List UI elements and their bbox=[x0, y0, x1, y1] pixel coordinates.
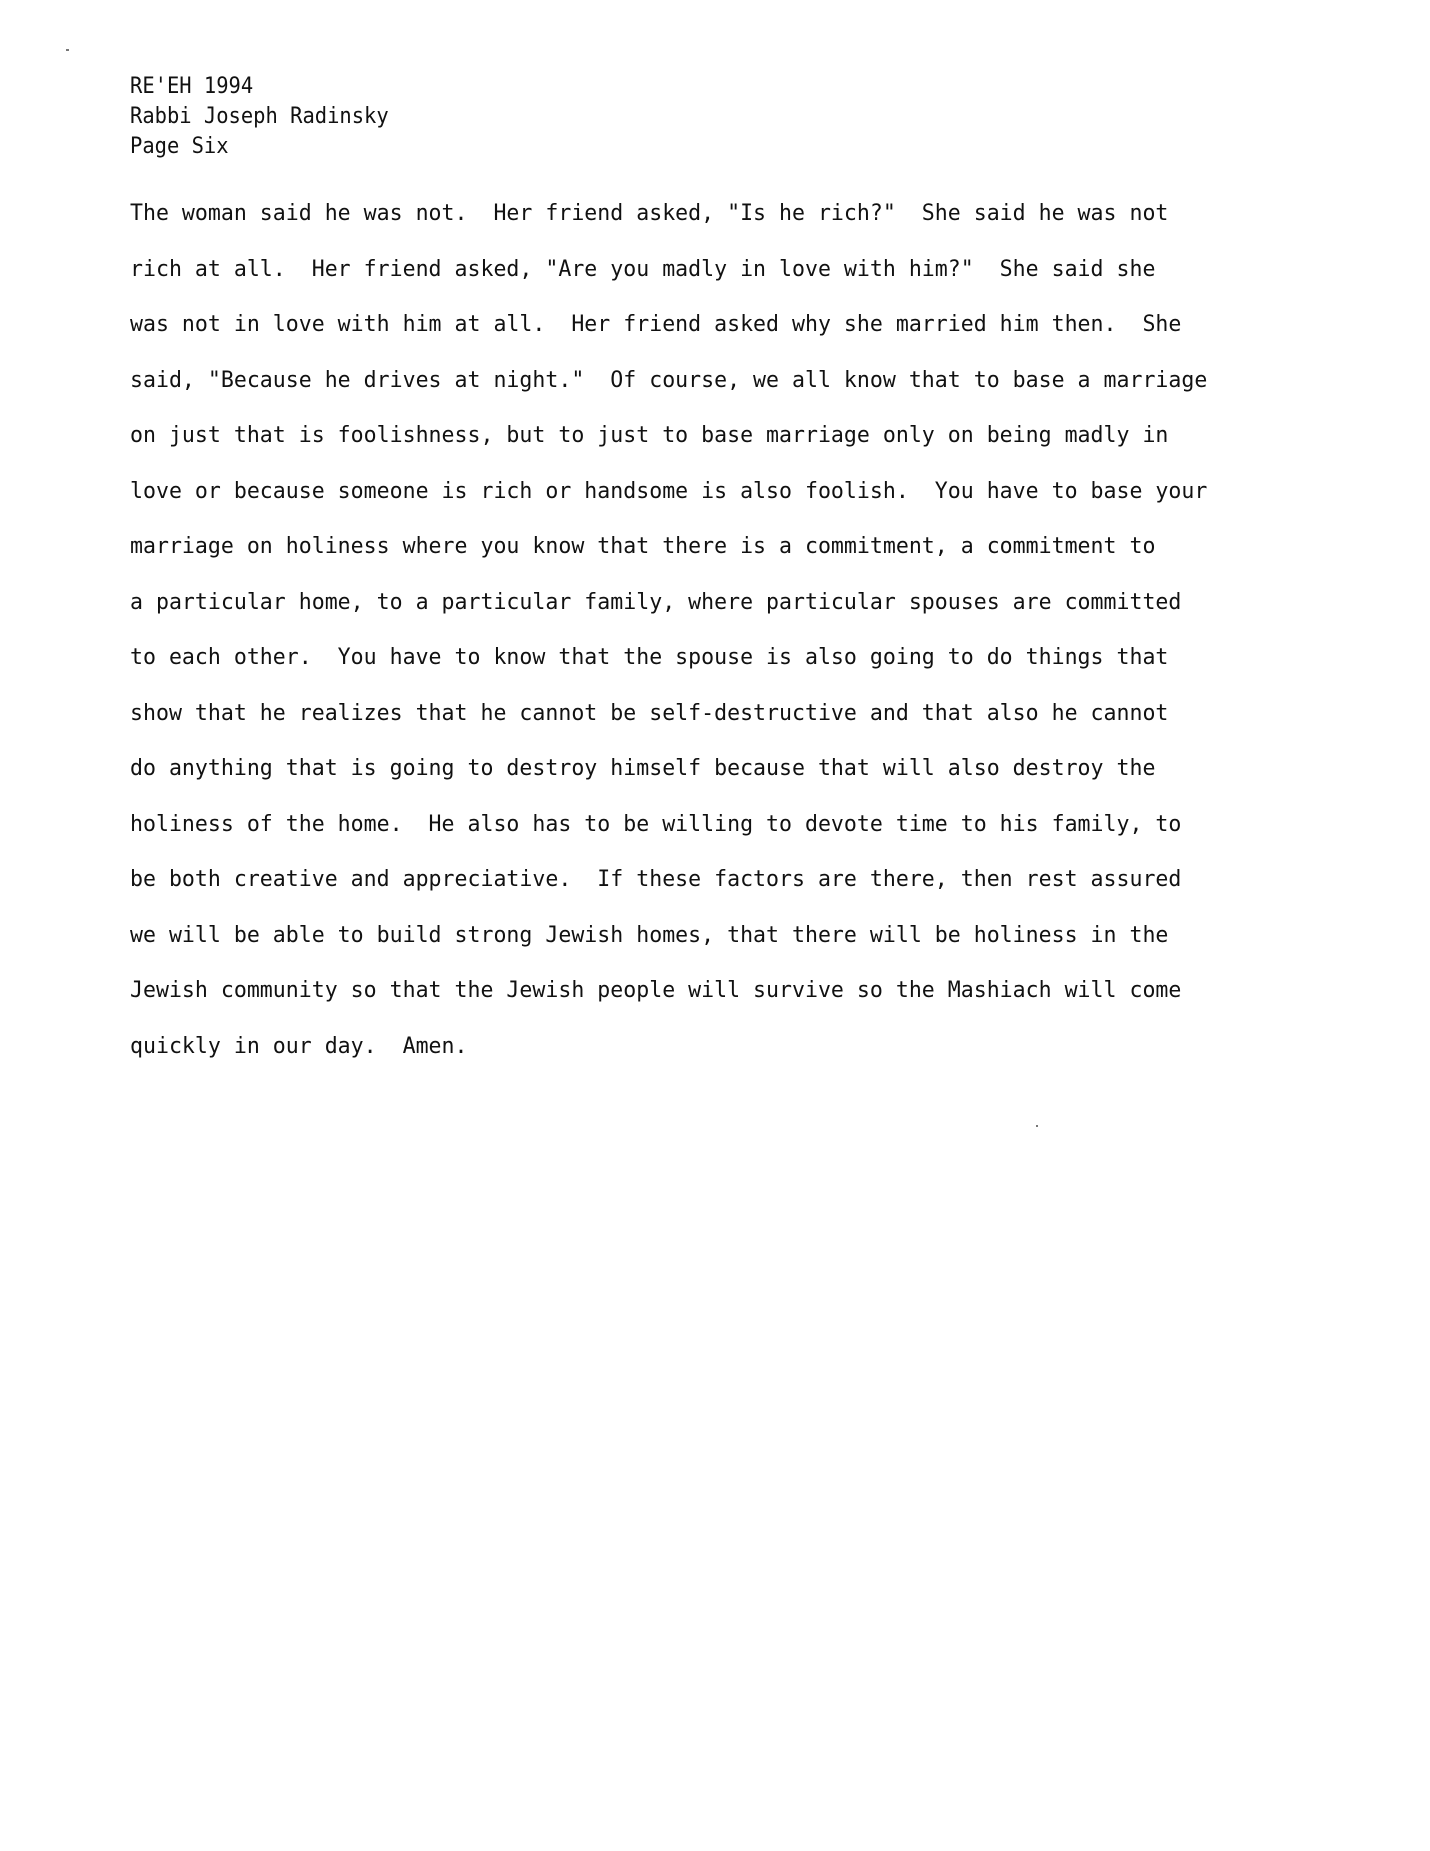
text-line: we will be able to build strong Jewish homes, that there will be holiness in the bbox=[130, 922, 1169, 948]
text-line: a particular home, to a particular family, where particular spouses are committed bbox=[130, 589, 1182, 615]
text-line: said, "Because he drives at night." Of course, we all know that to base a marriage bbox=[130, 367, 1208, 393]
text-line: marriage on holiness where you know that there is a commitment, a commitment to bbox=[130, 534, 1156, 559]
text-line: to each other. You have to know that the spouse is also going to do things that bbox=[130, 645, 1169, 670]
text-line: be both creative and appreciative. If these factors are there, then rest assured bbox=[130, 867, 1182, 892]
scan-speck bbox=[66, 49, 69, 51]
text-line: The woman said he was not. Her friend asked, "Is he rich?" She said he was not bbox=[130, 201, 1169, 226]
text-line: rich at all. Her friend asked, "Are you madly in love with him?" She said she bbox=[130, 256, 1156, 282]
document-header bbox=[130, 72, 408, 162]
body-text bbox=[130, 186, 1229, 1074]
text-line: holiness of the home. He also has to be willing to devote time to his family, to bbox=[130, 811, 1182, 837]
text-line: show that he realizes that he cannot be self-destructive and that also he cannot bbox=[130, 700, 1169, 726]
scan-speck bbox=[1036, 1125, 1038, 1127]
text-line: on just that is foolishness, but to just to base marriage only on being madly in bbox=[130, 423, 1169, 448]
text-line: quickly in our day. Amen. bbox=[130, 1033, 468, 1059]
author-name: Rabbi Joseph Radinsky bbox=[130, 104, 389, 129]
text-line: was not in love with him at all. Her friend asked why she married him then. She bbox=[130, 312, 1182, 337]
text-line: love or because someone is rich or handsome is also foolish. You have to base your bbox=[130, 478, 1208, 504]
text-line: Jewish community so that the Jewish people will survive so the Mashiach will come bbox=[130, 978, 1182, 1003]
text-line: do anything that is going to destroy himself because that will also destroy the bbox=[130, 756, 1156, 781]
page-number: Page Six bbox=[130, 134, 229, 159]
sermon-title: RE'EH 1994 bbox=[130, 74, 254, 99]
